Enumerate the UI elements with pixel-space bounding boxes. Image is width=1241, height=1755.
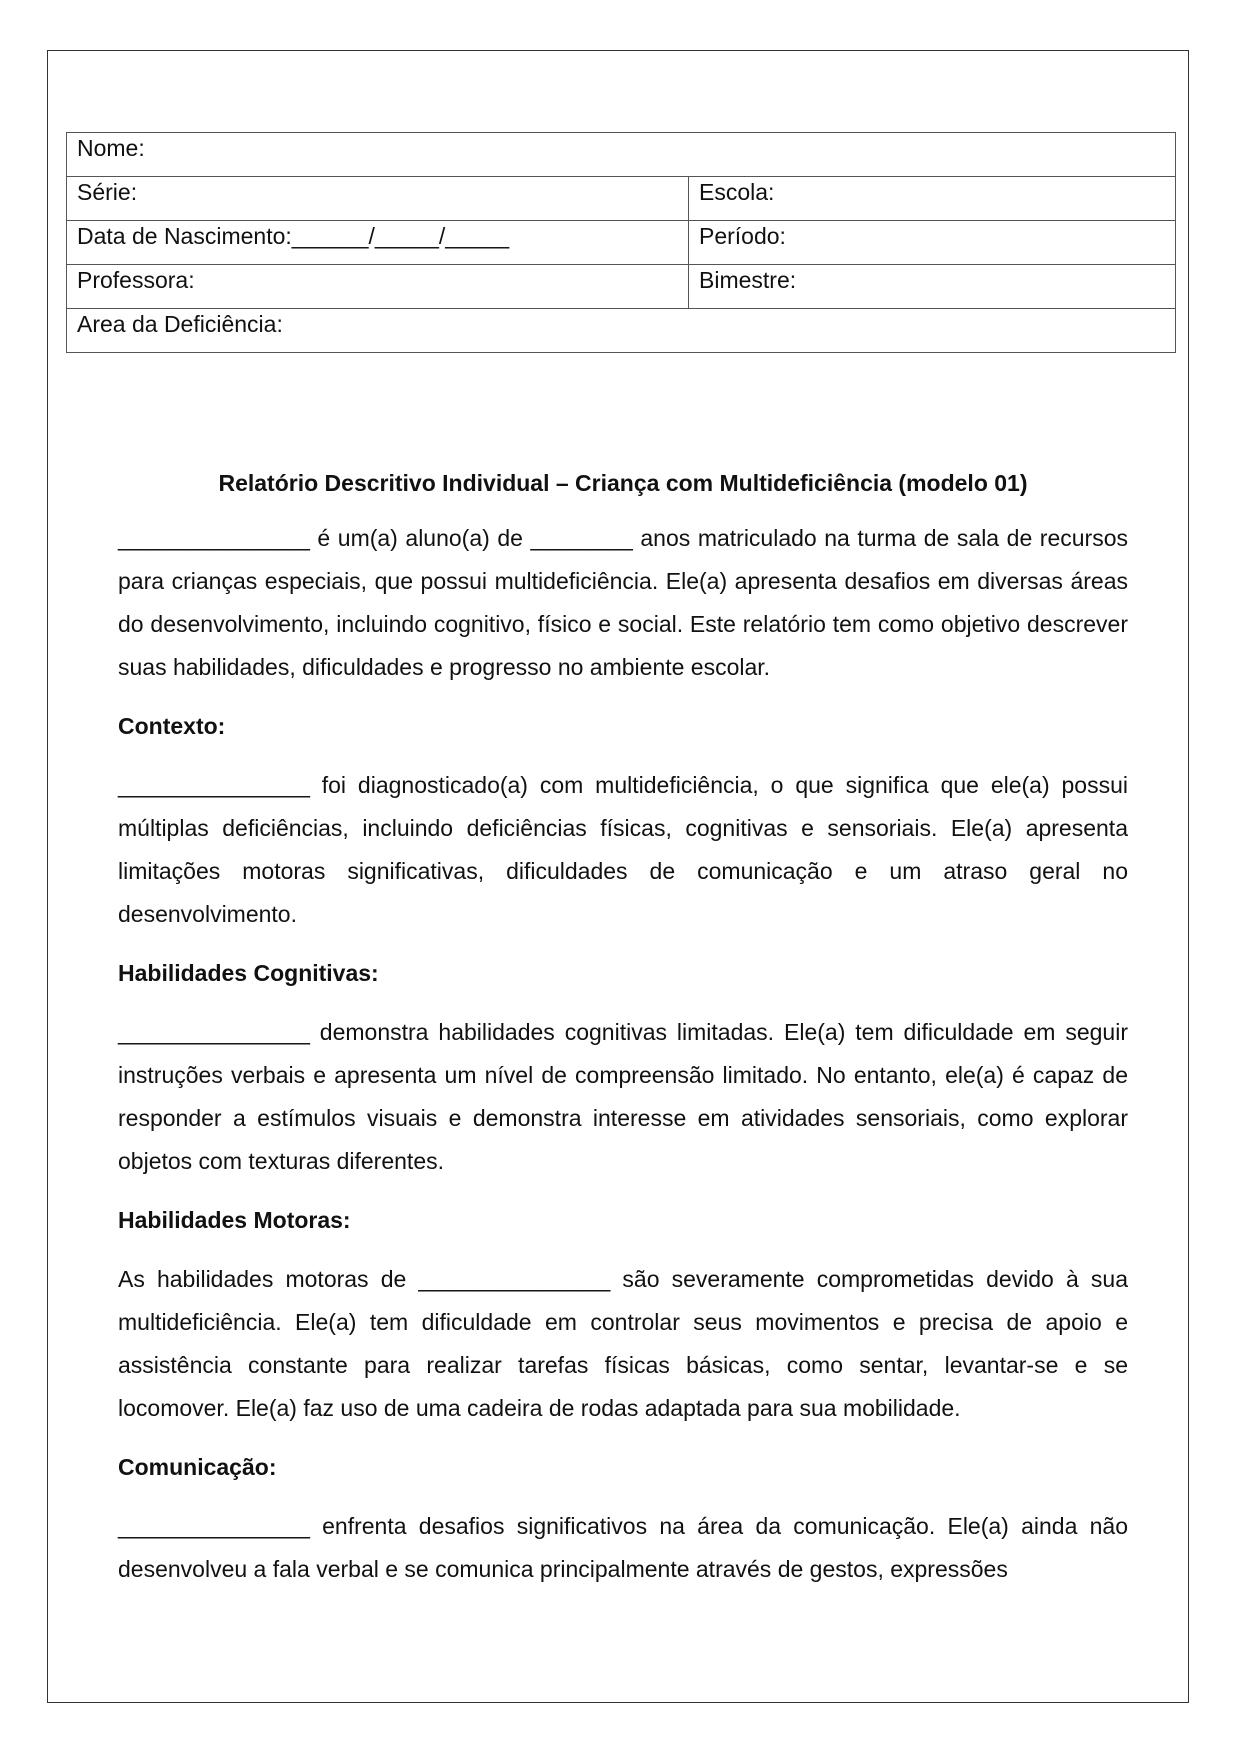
student-info-table <box>66 132 1176 353</box>
section-heading-habilidades-motoras: Habilidades Motoras: <box>118 1207 351 1233</box>
area-deficiencia-field[interactable] <box>67 309 1176 353</box>
periodo-label: Período: <box>699 223 786 249</box>
nome-label: Nome: <box>77 135 145 161</box>
section-text-comunicacao: _______________ enfrenta desafios significativos na área da comunicação. Ele(a) ainda não desenvolveu a fala verbal e se comunica principalmente através de gestos, expressões <box>118 1513 1128 1582</box>
section-text-habilidades-motoras: As habilidades motoras de _______________ são severamente comprometidas devido à sua multideficiência. Ele(a) tem dificuldade em controlar seus movimentos e precisa de apoio e assistência constante para realizar tarefas físicas básicas, como sentar, levantar-se e se locomover. Ele(a) faz uso de uma cadeira de rodas adaptada para sua mobilidade. <box>118 1266 1128 1421</box>
data-nascimento-field[interactable] <box>67 221 689 265</box>
periodo-field[interactable] <box>689 221 1176 265</box>
escola-label: Escola: <box>699 179 775 205</box>
intro-paragraph: _______________ é um(a) aluno(a) de ________ anos matriculado na turma de sala de recursos para crianças especiais, que possui multideficiência. Ele(a) apresenta desafios em diversas áreas do desenvolvimento, incluindo cognitivo, físico e social. Este relatório tem como objetivo descrever suas habilidades, dificuldades e progresso no ambiente escolar. <box>118 525 1128 680</box>
professora-label: Professora: <box>77 267 195 293</box>
serie-field[interactable] <box>67 177 689 221</box>
escola-field[interactable] <box>689 177 1176 221</box>
area-deficiencia-label: Area da Deficiência: <box>77 311 283 337</box>
bimestre-label: Bimestre: <box>699 267 797 293</box>
section-heading-comunicacao: Comunicação: <box>118 1454 277 1480</box>
bimestre-field[interactable] <box>689 265 1176 309</box>
report-title: Relatório Descritivo Individual – Criança com Multideficiência (modelo 01) <box>218 470 1028 496</box>
section-heading-habilidades-cognitivas: Habilidades Cognitivas: <box>118 960 379 986</box>
professora-field[interactable] <box>67 265 689 309</box>
section-text-habilidades-cognitivas: _______________ demonstra habilidades cognitivas limitadas. Ele(a) tem dificuldade em seguir instruções verbais e apresenta um nível de compreensão limitado. No entanto, ele(a) é capaz de responder a estímulos visuais e demonstra interesse em atividades sensoriais, como explorar objetos com texturas diferentes. <box>118 1019 1128 1174</box>
section-heading-contexto: Contexto: <box>118 713 226 739</box>
serie-label: Série: <box>77 179 138 205</box>
report-body <box>118 470 1128 1607</box>
section-text-contexto: _______________ foi diagnosticado(a) com multideficiência, o que significa que ele(a) possui múltiplas deficiências, incluindo deficiências físicas, cognitivas e sensoriais. Ele(a) apresenta limitações motoras significativas, dificuldades de comunicação e um atraso geral no desenvolvimento. <box>118 772 1128 927</box>
nome-field[interactable] <box>67 133 1176 177</box>
data-nascimento-label: Data de Nascimento:______/_____/_____ <box>77 223 510 249</box>
